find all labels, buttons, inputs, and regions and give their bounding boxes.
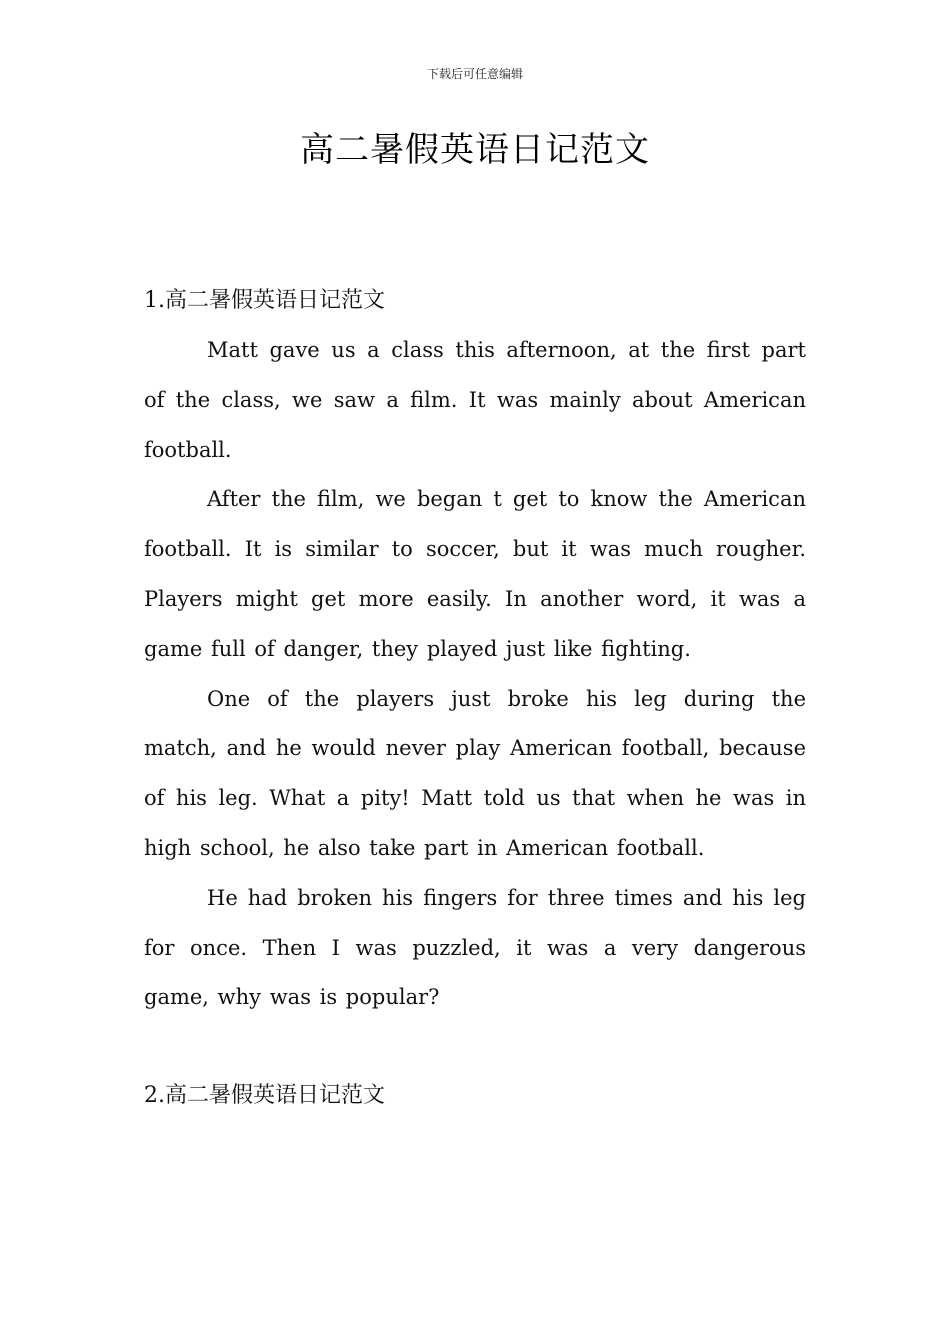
section-1 <box>144 276 806 1023</box>
section-spacer <box>144 1023 806 1071</box>
paragraph: After the film, we began t get to know the American football. It is similar to soccer, but it was much rougher. Players might get more easily. In another word, it was a game full of danger, they played just like fighting. <box>144 487 806 661</box>
header-note: 下载后可任意编辑 <box>426 67 523 81</box>
paragraph: One of the players just broke his leg during the match, and he would never play American football, because of his leg. What a pity! Matt told us that when he was in high school, he also take part in American football. <box>144 686 806 860</box>
section-heading: 2.高二暑假英语日记范文 <box>144 1083 385 1109</box>
paragraph: He had broken his fingers for three times and his leg for once. Then I was puzzled, it was a very dangerous game, why was is popular? <box>144 885 806 1010</box>
document-body <box>144 276 806 1121</box>
section-2 <box>144 1071 806 1121</box>
section-heading: 1.高二暑假英语日记范文 <box>144 288 385 313</box>
document-title: 高二暑假英语日记范文 <box>300 130 650 170</box>
paragraph: Matt gave us a class this afternoon, at the first part of the class, we saw a film. It was mainly about American football. <box>144 338 806 462</box>
